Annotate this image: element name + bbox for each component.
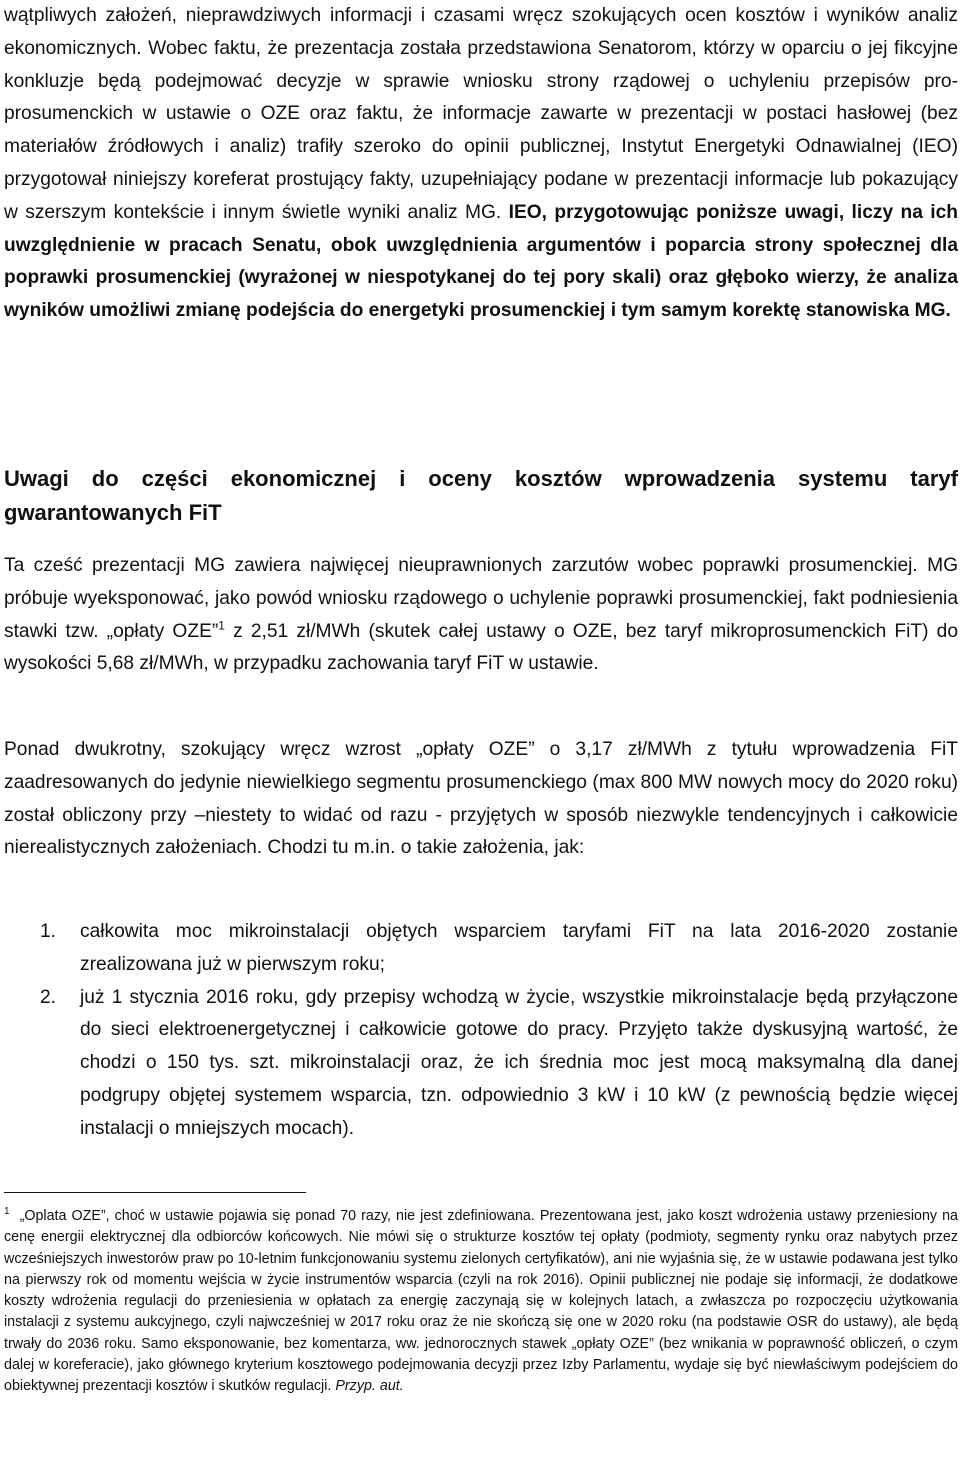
list-item-text: już 1 stycznia 2016 roku, gdy przepisy wchodzą w życie, wszystkie mikroinstalacje będą przyłączone do sieci elektroenergetycznej i całkowicie gotowe do pracy. Przyjęto także dyskusyjną wartość, że chodzi o 150 tys. szt. mikroinstalacji oraz, że ich średnia moc jest mocą maksymalną dla danej podgrupy objętej systemem wsparcia, tzn. odpowiednio 3 kW i 10 kW (z pewnością będzie więcej instalacji o mniejszych mocach). — [80, 986, 958, 1139]
paragraph-1 — [4, 550, 958, 681]
intro-paragraph — [4, 0, 958, 328]
paragraph-2: Ponad dwukrotny, szokujący wręcz wzrost „opłaty OZE” o 3,17 zł/MWh z tytułu wprowadzenia FiT zaadresowanych do jedynie niewielkiego segmentu prosumenckiego (max 800 MW nowych mocy do 2020 roku) został obliczony przy –niestety to widać od razu - przyjętych w sposób niezwykle tendencyjnych i całkowicie nierealistycznych założeniach. Chodzi tu m.in. o takie założenia, jak: — [4, 739, 958, 859]
list-item-number: 1. — [40, 921, 57, 942]
intro-text: wątpliwych założeń, nieprawdziwych informacji i czasami wręcz szokujących ocen kosztów i wyników analiz ekonomicznych. Wobec faktu, że prezentacja została przedstawiona Senatorom, którzy w oparciu o jej fikcyjne konkluzje będą podejmować decyzje w sprawie wniosku strony rządowej o uchyleniu przepisów pro-prosumenckich w ustawie o OZE oraz faktu, że informacje zawarte w prezentacji w postaci hasłowej (bez materiałów źródłowych i analiz) trafiły szeroko do opinii publicznej, Instytut Energetyki Odnawialnej (IEO) przygotował niniejszy koreferat prostujący fakty, uzupełniający podane w prezentacji informacje lub pokazujący w szerszym kontekście i innym świetle wyniki analiz MG. — [4, 5, 958, 223]
footnote-reference[interactable]: 1 — [218, 618, 225, 633]
footnote-mark: 1 — [4, 1206, 10, 1218]
list-item-number: 2. — [40, 986, 57, 1008]
footnote — [4, 1206, 958, 1398]
footnote-text: „Oplata OZE”, choć w ustawie pojawia się ponad 70 razy, nie jest zdefiniowana. Prezentowana jest, jako koszt wdrożenia ustawy przeniesiony na cenę energii elektrycznej dla odbiorców końcowych. Nie mówi się o strukturze kosztów tej opłaty (podmioty, segmenty rynku oraz nabytych przez wcześniejszych inwestorów praw po 10-letnim funkcjonowaniu systemu zielonych certyfikatów), ani nie wyjaśnia się, że w ustawie podawana jest tylko na pierwszy rok od momentu wejścia w życie instrumentów wsparcia (czyli na rok 2016). Opinii publicznej nie podaje się informacji, że dodatkowe koszty wdrożenia regulacji do przeniesienia w opłatach za energię zaczynają się w kolejnych latach, a zwłaszcza po rozpoczęciu użytkowania instalacji z systemu aukcyjnego, czyli najwcześniej w 2017 roku oraz że nie skończą się one w 2020 roku (na podstawie OSR do ustawy), ale będą trwały do 2036 roku. Samo eksponowanie, bez komentarza, ww. jednorocznych stawek „opłaty OZE” (bez wnikania w poprawność obliczeń, o czym dalej w koreferacie), jako głównego kryterium kosztowego podejmowania decyzji przez Izby Parlamentu, wydaje się być niewłaściwym podejściem do obiektywnej prezentacji kosztów i skutków regulacji. — [4, 1208, 958, 1395]
list-item — [4, 982, 958, 1146]
list-item-text: całkowita moc mikroinstalacji objętych wsparciem taryfami FiT na lata 2016-2020 zostanie zrealizowana już w pierwszym roku; — [80, 921, 958, 975]
paragraph-1-text-b: z 2,51 zł/MWh (skutek całej ustawy o OZE, bez taryf mikroprosumenckich FiT) do wysokości 5,68 zł/MWh, w przypadku zachowania taryf FiT w ustawie. — [4, 620, 958, 675]
list-item — [4, 916, 958, 982]
section-heading: Uwagi do części ekonomicznej i oceny kosztów wprowadzenia systemu taryf gwarantowanych FiT — [4, 466, 958, 525]
footnote-author-note: Przyp. aut. — [335, 1378, 404, 1395]
footnote-separator — [4, 1192, 306, 1193]
intro-bold-text: IEO, przygotowując poniższe uwagi, liczy na ich uwzględnienie w pracach Senatu, obok uwzględnienia argumentów i poparcia strony społecznej dla poprawki prosumenckiej (wyrażonej w niespotykanej do tej pory skali) oraz głęboko wierzy, że analiza wyników umożliwi zmianę podejścia do energetyki prosumenckiej i tym samym korektę stanowiska MG. — [4, 201, 958, 322]
assumptions-list — [4, 916, 958, 1146]
paragraph-1-text-a: Ta cześć prezentacji MG zawiera najwięcej nieuprawnionych zarzutów wobec poprawki prosumenckiej. MG próbuje wyeksponować, jako powód wniosku rządowego o uchylenie poprawki prosumenckiej, fakt podniesienia stawki tzw. „opłaty OZE” — [4, 555, 958, 642]
